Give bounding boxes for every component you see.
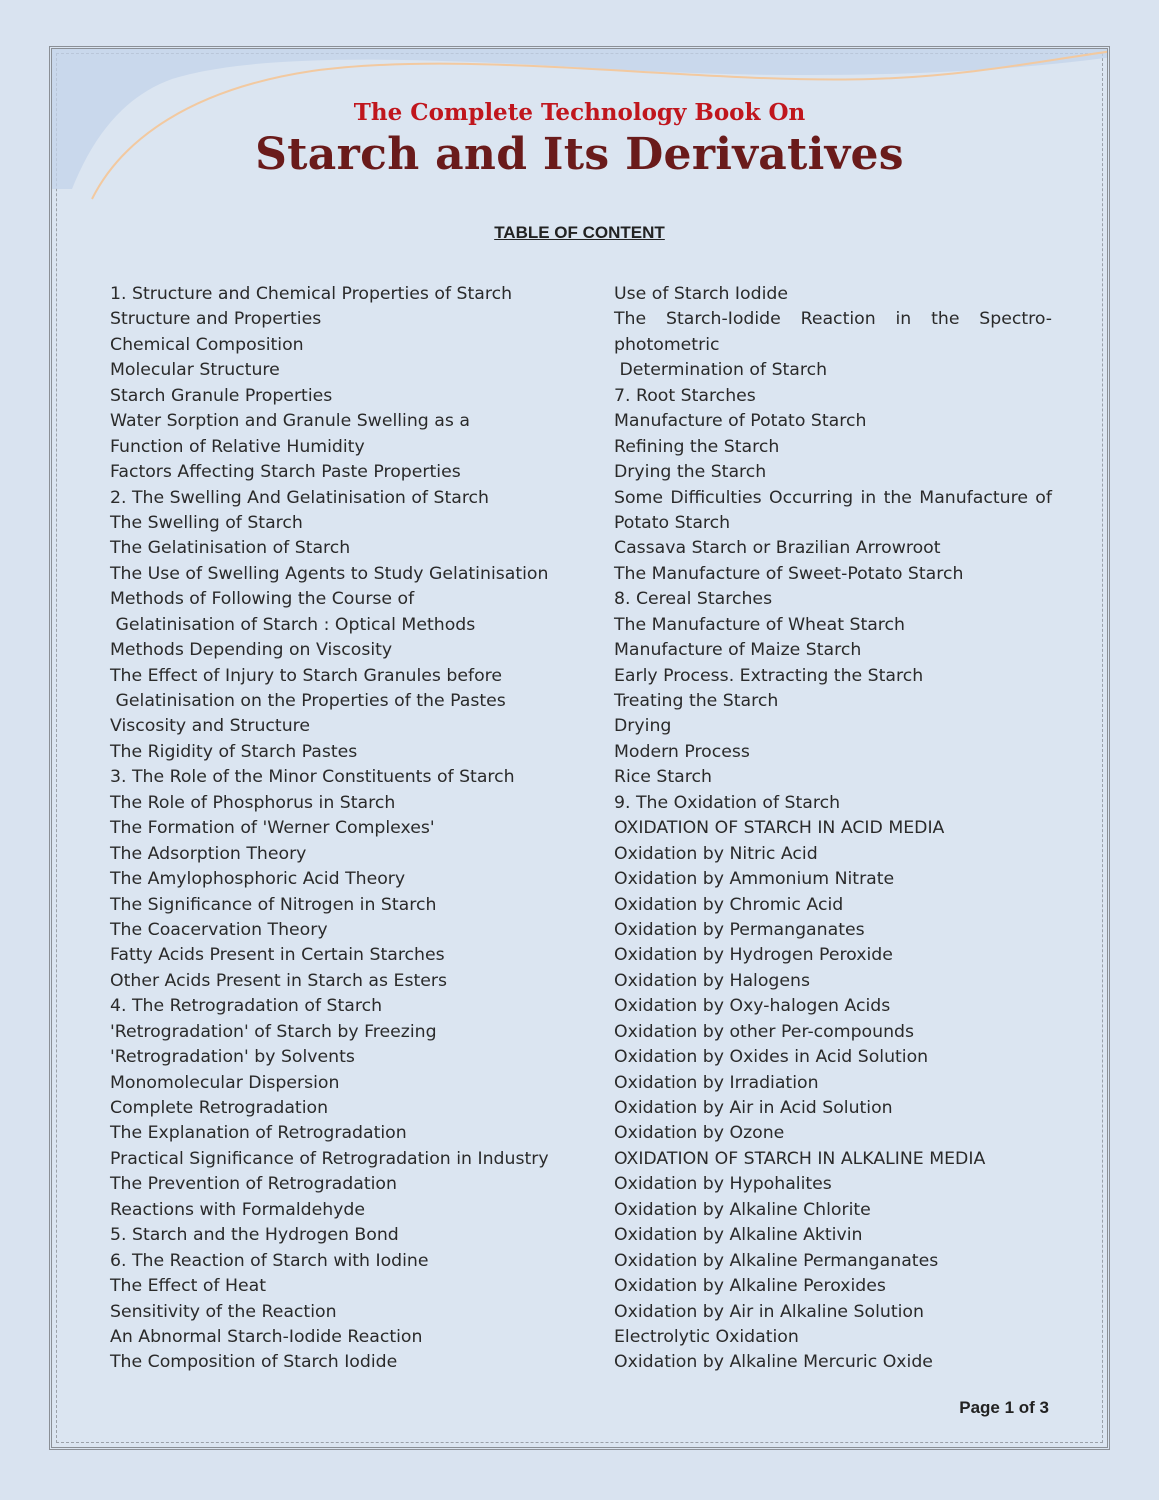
toc-entry: 'Retrogradation' of Starch by Freezing bbox=[110, 1021, 437, 1042]
toc-entry: Complete Retrogradation bbox=[110, 1098, 329, 1118]
toc-entry: Refining the Starch bbox=[614, 436, 780, 457]
toc-entry: Monomolecular Dispersion bbox=[110, 1072, 340, 1093]
toc-entry: Oxidation by Chromic Acid bbox=[614, 894, 844, 915]
page-frame bbox=[49, 46, 1110, 1450]
toc-entry: Electrolytic Oxidation bbox=[614, 1326, 799, 1347]
toc-entry: 4. The Retrogradation of Starch bbox=[110, 996, 383, 1017]
toc-entry: Methods of Following the Course of bbox=[110, 589, 415, 610]
toc-entry: The Role of Phosphorus in Starch bbox=[110, 792, 396, 813]
toc-entry: Treating the Starch bbox=[614, 691, 779, 711]
toc-entry: Oxidation by Alkaline Permanganates bbox=[614, 1250, 939, 1271]
toc-entry: OXIDATION OF STARCH IN ALKALINE MEDIA bbox=[614, 1148, 986, 1169]
toc-entry: Oxidation by Oxides in Acid Solution bbox=[614, 1047, 929, 1068]
book-subtitle: The Complete Technology Book On bbox=[353, 99, 806, 126]
toc-entry: Oxidation by Alkaline Chlorite bbox=[614, 1199, 871, 1220]
toc-entry: Oxidation by Hydrogen Peroxide bbox=[614, 945, 893, 966]
toc-entry: Practical Significance of Retrogradation in Industry bbox=[110, 1148, 549, 1169]
toc-right-column bbox=[614, 282, 1052, 1376]
toc-entry: 9. The Oxidation of Starch bbox=[614, 792, 841, 813]
toc-left-column bbox=[110, 282, 550, 1376]
toc-entry: The Explanation of Retrogradation bbox=[110, 1123, 407, 1144]
toc-entry: Other Acids Present in Starch as Esters bbox=[110, 970, 447, 991]
toc-entry: Oxidation by Air in Alkaline Solution bbox=[614, 1301, 924, 1322]
toc-entry: The Significance of Nitrogen in Starch bbox=[110, 894, 437, 915]
toc-entry: Oxidation by Hypohalites bbox=[614, 1174, 832, 1195]
toc-entry: The Formation of 'Werner Complexes' bbox=[110, 818, 435, 839]
toc-entry: Gelatinisation of Starch : Optical Methods bbox=[110, 614, 476, 635]
toc-entry: Early Process. Extracting the Starch bbox=[614, 665, 924, 686]
toc-entry: The Gelatinisation of Starch bbox=[110, 538, 351, 559]
toc-entry: photometric bbox=[614, 334, 720, 355]
toc-entry: Oxidation by Ammonium Nitrate bbox=[614, 869, 895, 890]
toc-entry: Oxidation by Alkaline Aktivin bbox=[614, 1225, 863, 1246]
toc-entry: Modern Process bbox=[614, 741, 750, 762]
toc-entry: Oxidation by Ozone bbox=[614, 1123, 785, 1144]
page-number: Page 1 of 3 bbox=[959, 1398, 1049, 1417]
toc-entry: 6. The Reaction of Starch with Iodine bbox=[110, 1250, 429, 1271]
toc-entry: Use of Starch Iodide bbox=[614, 284, 788, 304]
toc-heading: TABLE OF CONTENT bbox=[494, 223, 665, 242]
toc-entry: Oxidation by Nitric Acid bbox=[614, 843, 818, 864]
toc-entry: Oxidation by other Per-compounds bbox=[614, 1021, 915, 1042]
toc-entry: Oxidation by Alkaline Peroxides bbox=[614, 1276, 886, 1297]
toc-entry: Some Difficulties Occurring in the Manufacture of bbox=[614, 487, 1052, 508]
toc-entry: The Effect of Heat bbox=[110, 1276, 267, 1297]
toc-entry: Chemical Composition bbox=[110, 334, 304, 355]
toc-entry: Determination of Starch bbox=[614, 360, 828, 381]
toc-entry: Manufacture of Potato Starch bbox=[614, 411, 867, 432]
toc-entry: 5. Starch and the Hydrogen Bond bbox=[110, 1225, 399, 1246]
toc-entry: Oxidation by Halogens bbox=[614, 970, 810, 991]
toc-entry: The Adsorption Theory bbox=[110, 843, 307, 864]
toc-entry: The Composition of Starch Iodide bbox=[110, 1352, 398, 1373]
toc-entry: Oxidation by Alkaline Mercuric Oxide bbox=[614, 1352, 933, 1373]
toc-entry: Manufacture of Maize Starch bbox=[614, 640, 862, 661]
toc-entry: An Abnormal Starch-Iodide Reaction bbox=[110, 1326, 423, 1347]
toc-entry: 7. Root Starches bbox=[614, 385, 756, 406]
toc-entry: Structure and Properties bbox=[110, 309, 322, 330]
toc-entry: The Prevention of Retrogradation bbox=[110, 1174, 397, 1195]
toc-entry: The Coacervation Theory bbox=[110, 919, 328, 940]
toc-entry: Oxidation by Irradiation bbox=[614, 1072, 819, 1093]
toc-entry: 2. The Swelling And Gelatinisation of Starch bbox=[110, 487, 490, 508]
toc-entry: The Manufacture of Wheat Starch bbox=[614, 614, 905, 635]
toc-entry: The Use of Swelling Agents to Study Gelatinisation bbox=[110, 563, 549, 584]
toc-entry: The Manufacture of Sweet-Potato Starch bbox=[614, 563, 964, 584]
toc-entry: The Effect of Injury to Starch Granules before bbox=[110, 665, 503, 686]
toc-entry: Potato Starch bbox=[614, 512, 731, 533]
toc-entry: Fatty Acids Present in Certain Starches bbox=[110, 945, 445, 966]
toc-entry: Molecular Structure bbox=[110, 360, 280, 381]
toc-entry: OXIDATION OF STARCH IN ACID MEDIA bbox=[614, 818, 945, 839]
toc-entry: Factors Affecting Starch Paste Properties bbox=[110, 462, 461, 483]
toc-entry: Drying the Starch bbox=[614, 462, 767, 483]
toc-entry: The Rigidity of Starch Pastes bbox=[110, 741, 358, 762]
toc-entry: 'Retrogradation' by Solvents bbox=[110, 1047, 355, 1068]
toc-entry: Oxidation by Permanganates bbox=[614, 919, 865, 940]
toc-entry: Water Sorption and Granule Swelling as a bbox=[110, 411, 470, 432]
toc-entry: 1. Structure and Chemical Properties of Starch bbox=[110, 284, 513, 304]
toc-entry: Cassava Starch or Brazilian Arrowroot bbox=[614, 538, 941, 559]
toc-entry: Oxidation by Air in Acid Solution bbox=[614, 1098, 893, 1118]
toc-entry: Sensitivity of the Reaction bbox=[110, 1301, 337, 1322]
toc-entry: Gelatinisation on the Properties of the Pastes bbox=[110, 691, 506, 711]
toc-entry: Function of Relative Humidity bbox=[110, 436, 365, 457]
toc-entry: Rice Starch bbox=[614, 767, 712, 788]
toc-entry: The Starch-Iodide Reaction in the Spectro- bbox=[614, 309, 1052, 330]
toc-entry: 8. Cereal Starches bbox=[614, 589, 773, 610]
toc-entry: Viscosity and Structure bbox=[110, 716, 311, 737]
toc-entry: Drying bbox=[614, 716, 672, 737]
toc-entry: Oxidation by Oxy-halogen Acids bbox=[614, 996, 891, 1017]
toc-entry: The Amylophosphoric Acid Theory bbox=[110, 869, 406, 890]
toc-entry: 3. The Role of the Minor Constituents of Starch bbox=[110, 767, 515, 788]
toc-entry: Starch Granule Properties bbox=[110, 385, 333, 406]
toc-entry: The Swelling of Starch bbox=[110, 512, 303, 533]
toc-entry: Reactions with Formaldehyde bbox=[110, 1199, 366, 1220]
toc-entry: Methods Depending on Viscosity bbox=[110, 640, 393, 661]
book-title: Starch and Its Derivatives bbox=[255, 129, 904, 180]
